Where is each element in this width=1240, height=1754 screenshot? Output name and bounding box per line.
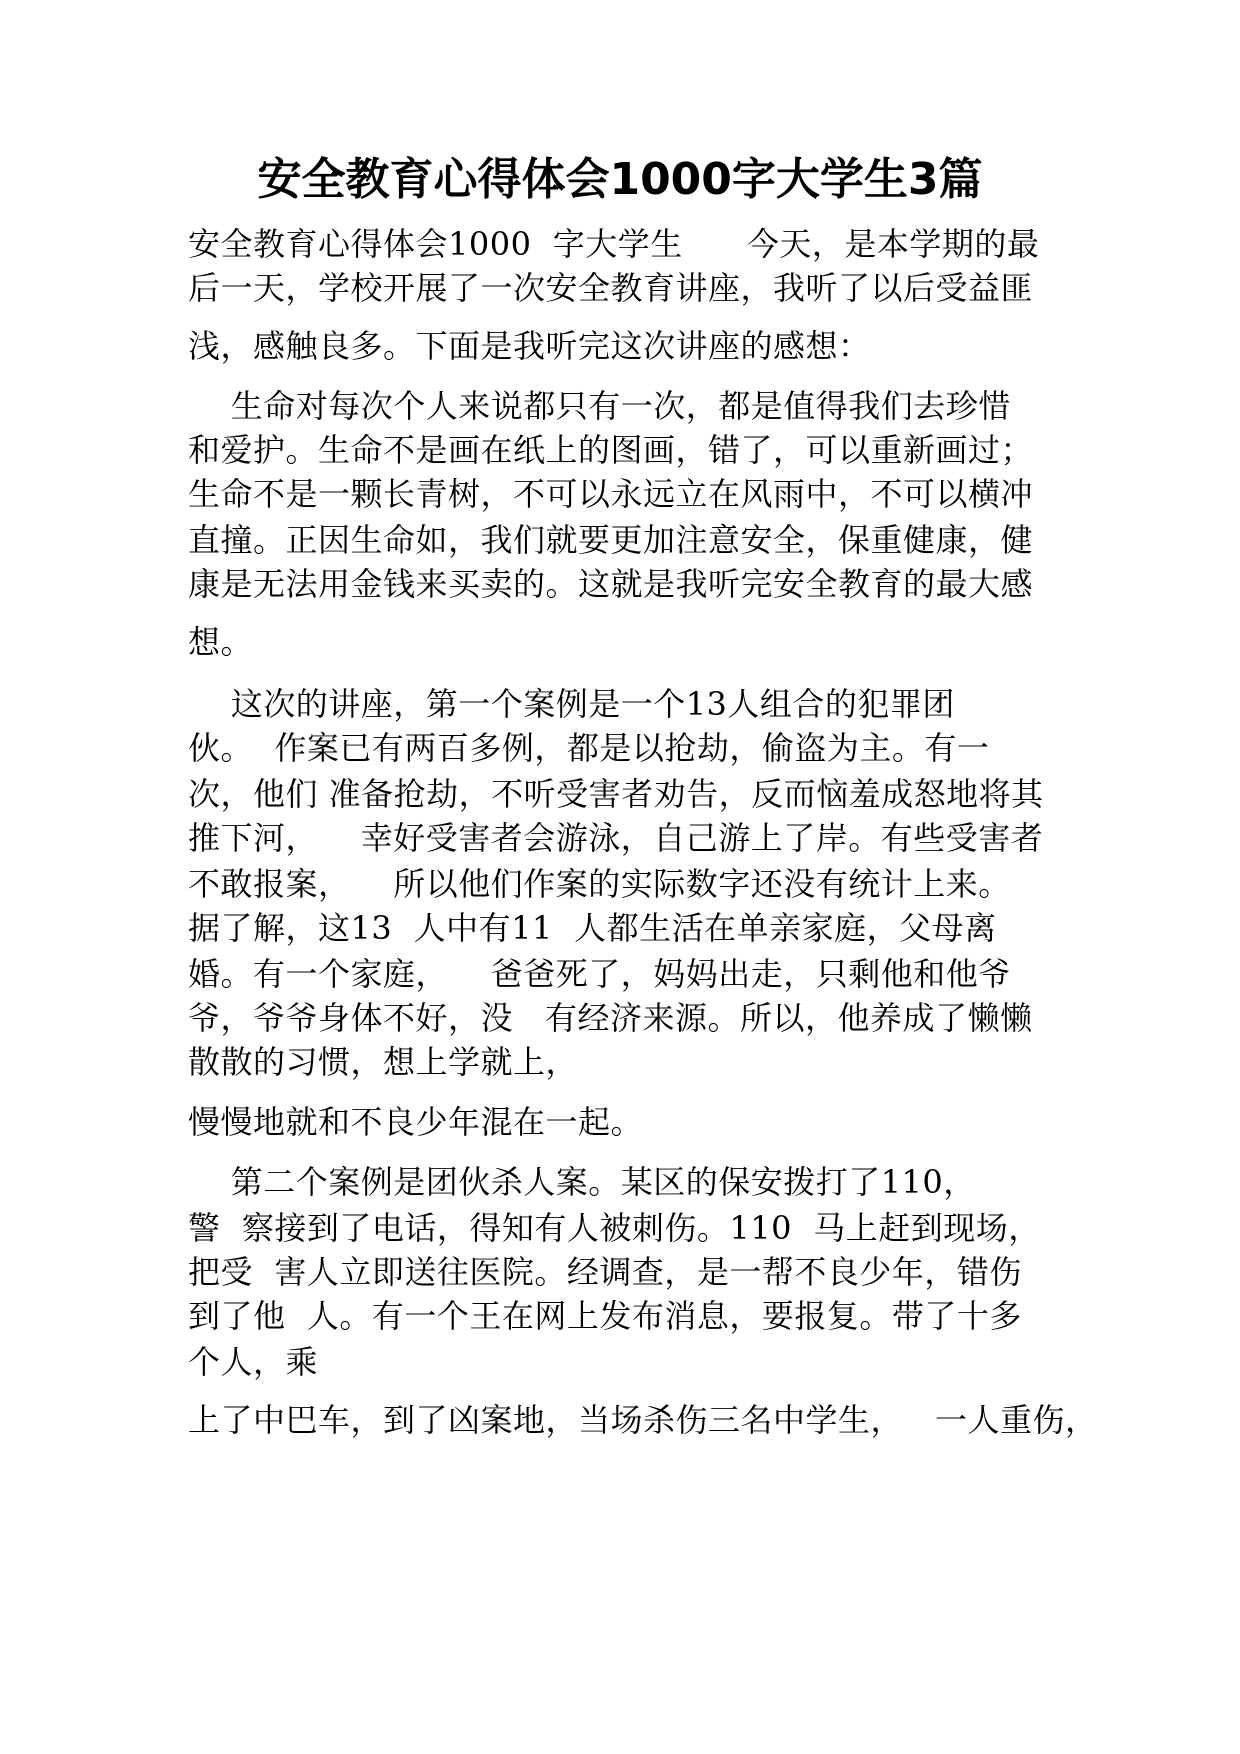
document-title: 安全教育心得体会1000字大学生3篇 xyxy=(257,154,983,205)
body-line: 把受 害人立即送往医院。经调查，是一帮不良少年，错伤 xyxy=(188,1253,1022,1291)
body-line: 浅，感触良多。下面是我听完这次讲座的感想： xyxy=(188,327,871,365)
body-line: 后一天，学校开展了一次安全教育讲座，我听了以后受益匪 xyxy=(188,269,1034,307)
body-line: 婚。有一个家庭， 爸爸死了，妈妈出走，只剩他和他爷 xyxy=(188,955,1011,993)
body-line: 伙。 作案已有两百多例，都是以抢劫，偷盗为主。有一 xyxy=(188,729,990,767)
body-line: 生命不是一颗长青树，不可以永远立在风雨中，不可以横冲 xyxy=(188,475,1034,513)
body-line: 爷，爷爷身体不好，没 有经济来源。所以，他养成了懒懒 xyxy=(188,999,1033,1037)
body-line: 第二个案例是团伙杀人案。某区的保安拨打了110， xyxy=(188,1163,976,1201)
body-line: 到了他 人。有一个王在网上发布消息，要报复。带了十多 xyxy=(188,1297,1022,1335)
body-line: 直撞。正因生命如，我们就要更加注意安全，保重健康，健 xyxy=(188,521,1034,559)
body-line: 这次的讲座，第一个案例是一个13人组合的犯罪团 xyxy=(188,685,955,723)
body-line: 想。 xyxy=(188,623,254,661)
body-line: 慢慢地就和不良少年混在一起。 xyxy=(188,1103,644,1141)
body-line: 散散的习惯，想上学就上， xyxy=(188,1043,579,1081)
body-line: 安全教育心得体会1000 字大学生 今天，是本学期的最 xyxy=(188,225,1040,263)
body-line: 不敢报案， 所以他们作案的实际数字还没有统计上来。 xyxy=(188,865,1011,903)
body-line: 上了中巴车，到了凶案地，当场杀伤三名中学生， 一人重伤， xyxy=(188,1401,1098,1439)
body-line: 警 察接到了电话，得知有人被刺伤。110 马上赶到现场， xyxy=(188,1209,1041,1247)
body-line: 次，他们 准备抢劫，不听受害者劝告，反而恼羞成怒地将其 xyxy=(188,775,1044,813)
body-line: 推下河， 幸好受害者会游泳，自己游上了岸。有些受害者 xyxy=(188,819,1044,857)
body-line: 生命对每次个人来说都只有一次，都是值得我们去珍惜 xyxy=(188,387,1011,425)
body-line: 和爱护。生命不是画在纸上的图画，错了，可以重新画过； xyxy=(188,431,1034,469)
body-line: 个人，乘 xyxy=(188,1343,319,1381)
body-line: 据了解，这13 人中有11 人都生活在单亲家庭，父母离 xyxy=(188,909,997,947)
body-line: 康是无法用金钱来买卖的。这就是我听完安全教育的最大感 xyxy=(188,565,1034,603)
